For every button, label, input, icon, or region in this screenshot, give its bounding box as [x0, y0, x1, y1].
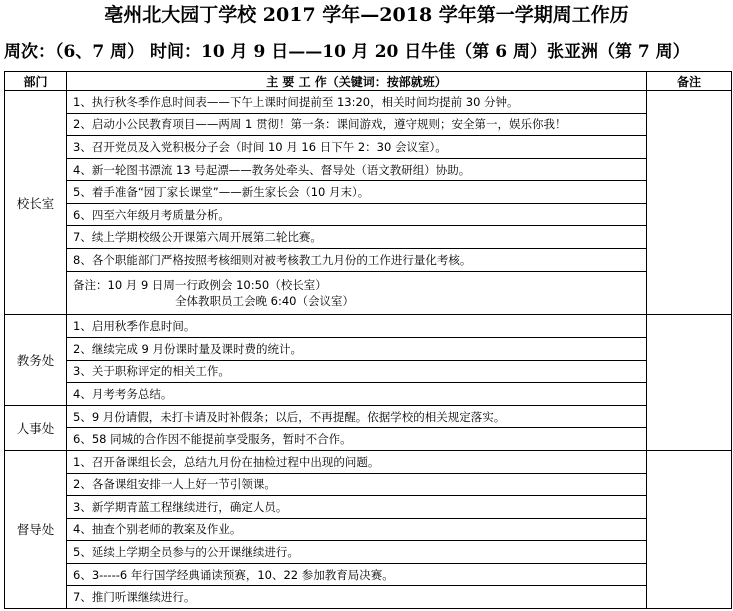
- page-title: 亳州北大园丁学校 2017 学年—2018 学年第一学期周工作历: [104, 4, 629, 26]
- remark-line-1: 备注：10 月 9 日周一行政例会 10:50（校长室）: [73, 278, 327, 293]
- table-row: [5, 136, 732, 159]
- list-item: 5、着手准备“园丁家长课堂”——新生家长会（10 月末）。: [67, 181, 647, 204]
- list-item: 8、各个职能部门严格按照考核细则对被考核教工九月份的工作进行量化考核。: [67, 249, 647, 272]
- list-item: 1、召开备课组长会，总结九月份在抽检过程中出现的问题。: [67, 450, 647, 473]
- note-cell-supervision: [647, 450, 732, 608]
- table-row: [5, 541, 732, 564]
- dept-supervision: 督导处: [5, 450, 67, 608]
- table-row: [5, 473, 732, 496]
- dept-principal: 校长室: [5, 91, 67, 315]
- table-row: [5, 249, 732, 272]
- list-item: 6、四至六年级月考质量分析。: [67, 203, 647, 226]
- list-item: 6、58 同城的合作因不能提前享受服务，暂时不合作。: [67, 428, 647, 451]
- list-item: 3、关于职称评定的相关工作。: [67, 360, 647, 383]
- table-row: [5, 91, 732, 114]
- work-schedule-table: [4, 71, 732, 609]
- list-item: 2、各备课组安排一人上好一节引领课。: [67, 473, 647, 496]
- list-item: 3、新学期青蓝工程继续进行，确定人员。: [67, 496, 647, 519]
- table-row: [5, 450, 732, 473]
- list-item: 7、续上学期校级公开课第六周开展第二轮比赛。: [67, 226, 647, 249]
- list-item: 1、执行秋冬季作息时间表——下午上课时间提前至 13:20，相关时间均提前 30 分钟。: [67, 91, 647, 114]
- table-row: [5, 315, 732, 338]
- list-item: 2、启动小公民教育项目——两周 1 贯彻！第一条：课间游戏，遵守规则；安全第一，娱乐你我！: [67, 113, 647, 136]
- list-item: 1、启用秋季作息时间。: [67, 315, 647, 338]
- list-item: 7、推门听课继续进行。: [67, 586, 647, 609]
- table-row: [5, 271, 732, 315]
- table-row: [5, 383, 732, 406]
- list-item: 4、抽查个别老师的教案及作业。: [67, 518, 647, 541]
- list-item: 2、继续完成 9 月份课时量及课时费的统计。: [67, 338, 647, 361]
- table-row: [5, 226, 732, 249]
- header-dept: 部门: [5, 72, 67, 91]
- remark-line-2: 全体教职员工会晚 6:40（会议室）: [175, 294, 354, 309]
- list-item: 3、召开党员及入党积极分子会（时间 10 月 16 日下午 2：30 会议室）。: [67, 136, 647, 159]
- list-item: 5、延续上学期全员参与的公开课继续进行。: [67, 541, 647, 564]
- note-cell-principal: [647, 91, 732, 315]
- table-row: [5, 181, 732, 204]
- header-note: 备注: [647, 72, 732, 91]
- dept-academic: 教务处: [5, 315, 67, 405]
- table-row: [5, 360, 732, 383]
- table-row: [5, 158, 732, 181]
- table-row: [5, 586, 732, 609]
- table-row: [5, 405, 732, 428]
- table-row: [5, 338, 732, 361]
- table-row: [5, 203, 732, 226]
- dept-personnel: 人事处: [5, 405, 67, 450]
- table-row: [5, 428, 732, 451]
- table-row: [5, 113, 732, 136]
- table-row: [5, 563, 732, 586]
- list-item: 6、3-----6 年行国学经典诵读预赛，10、22 参加教育局决赛。: [67, 563, 647, 586]
- list-item: 4、新一轮图书漂流 13 号起漂——教务处牵头、督导处（语文教研组）协助。: [67, 158, 647, 181]
- note-cell-academic: [647, 315, 732, 450]
- schedule-period: 周次：（6、7 周） 时间：10 月 9 日——10 月 20 日牛佳（第 6 周）张亚洲（第 7 周）: [4, 42, 690, 62]
- principal-remarks: [67, 271, 647, 315]
- table-header-row: [5, 72, 732, 91]
- list-item: 5、9 月份请假，未打卡请及时补假条；以后，不再提醒。依据学校的相关规定落实。: [67, 405, 647, 428]
- table-row: [5, 496, 732, 519]
- table-row: [5, 518, 732, 541]
- list-item: 4、月考考务总结。: [67, 383, 647, 406]
- header-main-work: 主 要 工 作（关键词：按部就班）: [67, 72, 647, 91]
